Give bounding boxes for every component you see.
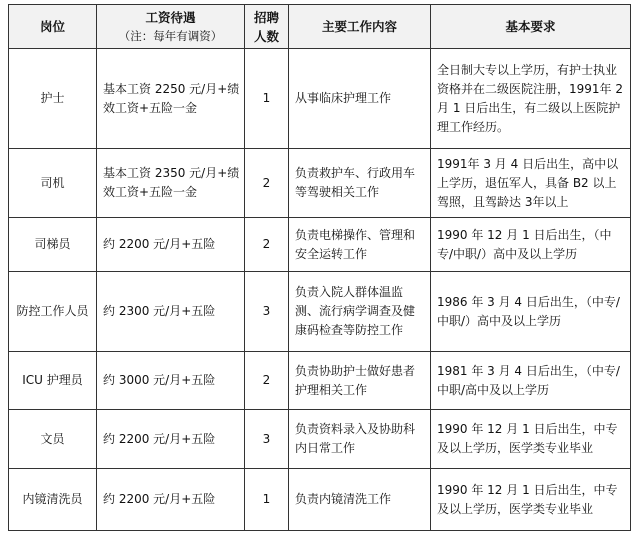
cell-count: 2 [245,218,289,272]
cell-salary: 基本工资 2350 元/月+绩效工资+五险一金 [97,149,245,218]
table-row [9,49,631,149]
cell-salary: 约 2300 元/月+五险 [97,272,245,352]
cell-count: 3 [245,272,289,352]
table-row [9,352,631,410]
cell-position: 防控工作人员 [9,272,97,352]
cell-requirements: 1990 年 12 月 1 日后出生，中专及以上学历，医学类专业毕业 [431,469,631,531]
cell-position: ICU 护理员 [9,352,97,410]
cell-requirements: 1990 年 12 月 1 日后出生，（中专/中职/）高中及以上学历 [431,218,631,272]
cell-count: 3 [245,410,289,469]
table-row [9,218,631,272]
cell-salary: 约 2200 元/月+五险 [97,218,245,272]
cell-duties: 从事临床护理工作 [289,49,431,149]
header-row [9,5,631,49]
header-salary-label: 工资待遇 [145,9,196,25]
cell-position: 司机 [9,149,97,218]
cell-position: 护士 [9,49,97,149]
recruitment-document [8,4,630,530]
cell-requirements: 1986 年 3 月 4 日后出生，（中专/中职/）高中及以上学历 [431,272,631,352]
cell-count: 2 [245,352,289,410]
table-row [9,469,631,531]
table-header [9,5,631,49]
header-salary-note: （注：每年有调资） [118,28,223,43]
header-position: 岗位 [9,5,97,49]
recruitment-table [8,4,631,531]
table-row [9,149,631,218]
cell-duties: 负责入院人群体温监测、流行病学调查及健康码检查等防控工作 [289,272,431,352]
cell-duties: 负责电梯操作、管理和安全运转工作 [289,218,431,272]
table-row [9,272,631,352]
cell-position: 文员 [9,410,97,469]
header-salary [97,5,245,49]
cell-count: 1 [245,469,289,531]
cell-position: 司梯员 [9,218,97,272]
table-row [9,410,631,469]
cell-duties: 负责内镜清洗工作 [289,469,431,531]
table-body [9,49,631,531]
cell-salary: 约 3000 元/月+五险 [97,352,245,410]
cell-count: 1 [245,49,289,149]
cell-salary: 约 2200 元/月+五险 [97,410,245,469]
cell-salary: 基本工资 2250 元/月+绩效工资+五险一金 [97,49,245,149]
cell-duties: 负责协助护士做好患者护理相关工作 [289,352,431,410]
header-requirements: 基本要求 [431,5,631,49]
cell-duties: 负责救护车、行政用车等驾驶相关工作 [289,149,431,218]
cell-count: 2 [245,149,289,218]
cell-position: 内镜清洗员 [9,469,97,531]
cell-requirements: 1991年 3 月 4 日后出生，高中以上学历，退伍军人，具备 B2 以上驾照，且驾龄达 3年以上 [431,149,631,218]
cell-salary: 约 2200 元/月+五险 [97,469,245,531]
header-duties: 主要工作内容 [289,5,431,49]
cell-requirements: 1990 年 12 月 1 日后出生，中专及以上学历，医学类专业毕业 [431,410,631,469]
cell-requirements: 全日制大专以上学历，有护士执业资格并在二级医院注册，1991年 2 月 1 日后出生，有二级以上医院护理工作经历。 [431,49,631,149]
header-count: 招聘人数 [245,5,289,49]
cell-duties: 负责资料录入及协助科内日常工作 [289,410,431,469]
cell-requirements: 1981 年 3 月 4 日后出生，（中专/中职/高中及以上学历 [431,352,631,410]
